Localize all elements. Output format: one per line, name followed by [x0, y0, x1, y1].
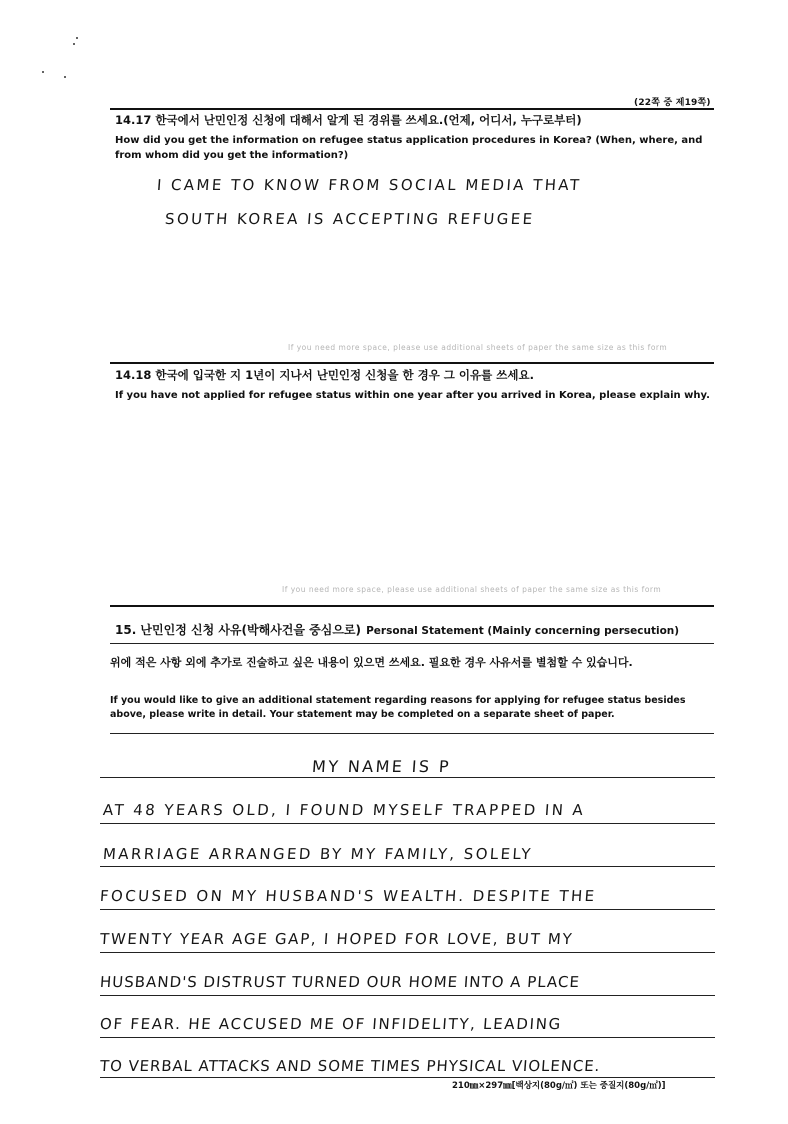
statement-rule-2	[100, 823, 715, 824]
faint-note-2: If you need more space, please use additional sheets of paper the same size as this form	[282, 585, 662, 594]
statement-line-8: TO VERBAL ATTACKS AND SOME TIMES PHYSICAL VIOLENCE.	[99, 1057, 601, 1075]
statement-rule-8	[100, 1077, 715, 1078]
sec15-title	[115, 619, 679, 638]
sec15-instr-rule	[110, 733, 714, 734]
statement-line-4: FOCUSED ON MY HUSBAND'S WEALTH. DESPITE THE	[99, 887, 598, 905]
sec15-instruction-ko: 위에 적은 사항 외에 추가로 진술하고 싶은 내용이 있으면 쓰세요. 필요한 경우 사유서를 별첨할 수 있습니다.	[110, 656, 633, 669]
statement-rule-4	[100, 909, 715, 910]
statement-line-3: MARRIAGE ARRANGED BY MY FAMILY, SOLELY	[102, 845, 534, 863]
page-number: (22쪽 중 제19쪽)	[634, 98, 711, 108]
statement-line-6: HUSBAND'S DISTRUST TURNED OUR HOME INTO A PLACE	[99, 973, 581, 991]
sec15-rule	[110, 605, 714, 607]
q14-18-title-en: If you have not applied for refugee status within one year after you arrived in Korea, please explain why.	[115, 390, 710, 401]
statement-rule-1	[100, 777, 715, 778]
sec15-title-ko: 15. 난민인정 신청 사유(박해사건을 중심으로)	[115, 623, 362, 637]
statement-line-5: TWENTY YEAR AGE GAP, I HOPED FOR LOVE, BUT MY	[99, 930, 575, 948]
top-rule	[110, 108, 714, 110]
statement-rule-3	[100, 866, 715, 867]
statement-line-7: OF FEAR. HE ACCUSED ME OF INFIDELITY, LEADING	[99, 1015, 563, 1033]
q14-18-title-ko: 14.18 한국에 입국한 지 1년이 지나서 난민인정 신청을 한 경우 그 이유를 쓰세요.	[115, 368, 534, 382]
q14-17-title-en: How did you get the information on refugee status application procedures in Korea? (When, where, and from whom did you get the information?)	[115, 135, 703, 161]
statement-line-2: AT 48 YEARS OLD, I FOUND MYSELF TRAPPED IN A	[102, 801, 586, 819]
scan-specks	[40, 35, 80, 85]
sec15-title-en: Personal Statement (Mainly concerning persecution)	[366, 625, 680, 637]
q14-17-answer-line-2: SOUTH KOREA IS ACCEPTING REFUGEE	[164, 210, 536, 228]
q14-18-rule	[110, 362, 714, 364]
statement-rule-7	[100, 1037, 715, 1038]
sec15-instruction-en: If you would like to give an additional statement regarding reasons for applying for refugee status besides above, please write in detail. Your statement may be completed on a separate sheet of paper.	[110, 695, 686, 720]
q14-17-answer-line-1: I CAME TO KNOW FROM SOCIAL MEDIA THAT	[156, 176, 583, 194]
statement-line-1: MY NAME IS P	[311, 757, 452, 776]
faint-note-1: If you need more space, please use additional sheets of paper the same size as this form	[288, 343, 668, 352]
sec15-title-rule	[110, 643, 714, 644]
statement-rule-5	[100, 952, 715, 953]
statement-rule-6	[100, 995, 715, 996]
q14-17-title-ko: 14.17 한국에서 난민인정 신청에 대해서 알게 된 경위를 쓰세요.(언제, 어디서, 누구로부터)	[115, 113, 582, 127]
paper-spec-footer: 210㎜×297㎜[백상지(80g/㎡) 또는 중질지(80g/㎡)]	[452, 1081, 666, 1091]
